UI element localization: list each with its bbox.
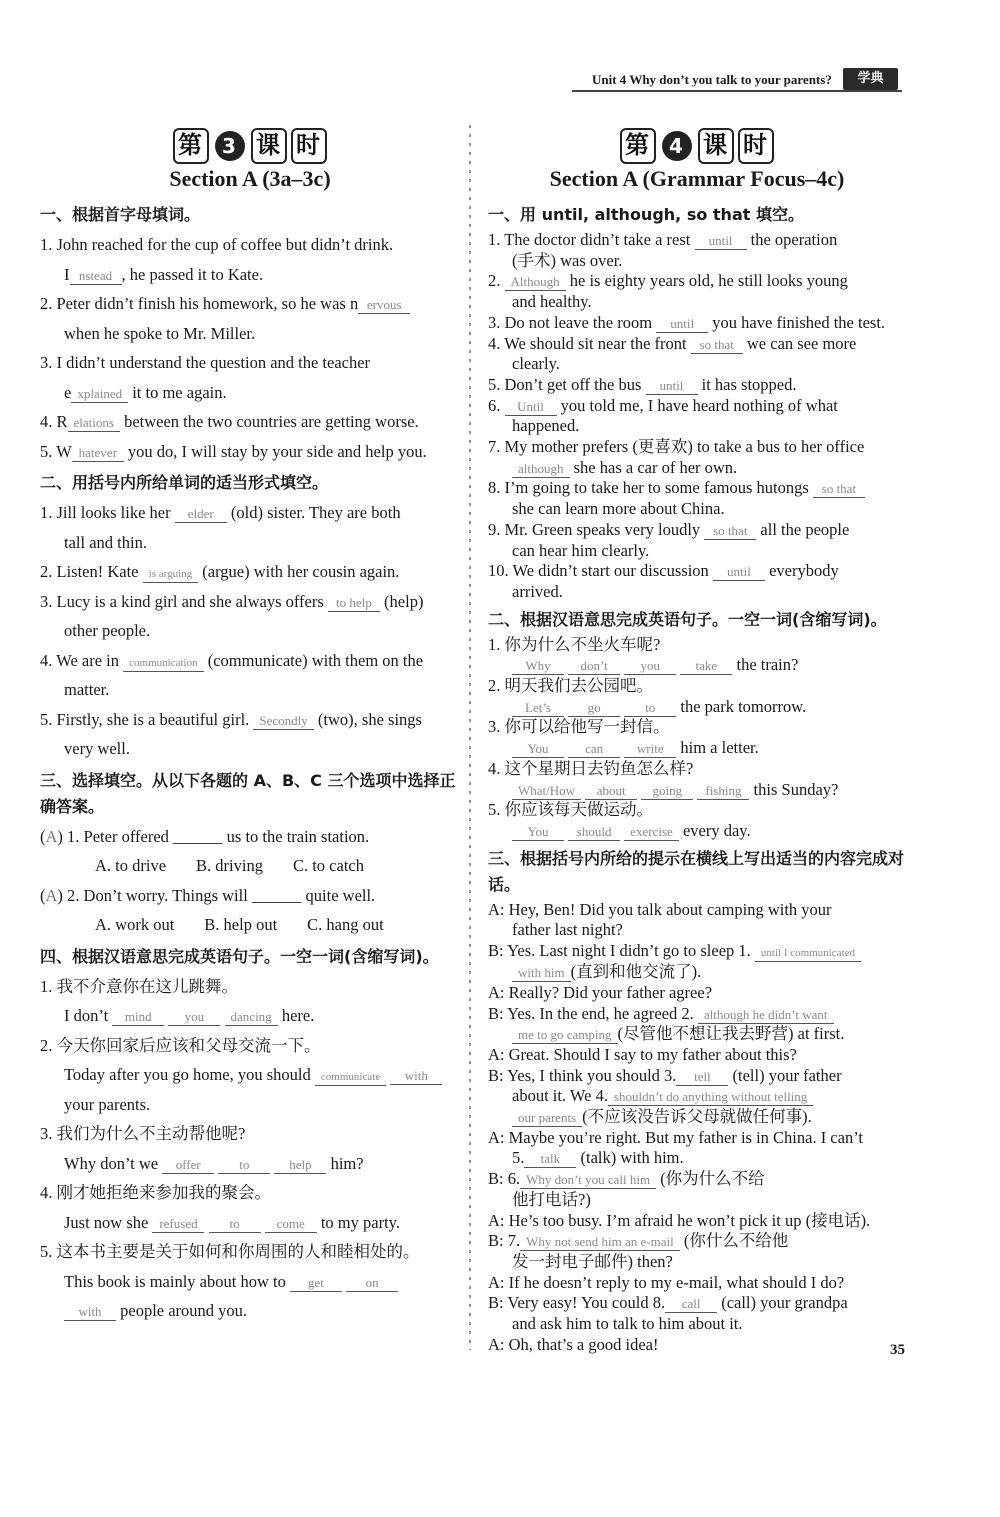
sentence-answer: Just now she refused to come to my party. xyxy=(64,1212,400,1232)
sentence-answer: I don’t mind you dancing here. xyxy=(64,1006,315,1025)
chinese-prompt: 1. 你为什么不坐火车呢? xyxy=(488,634,661,654)
sentence-answer: What/How about going fishing this Sunday? xyxy=(488,780,906,801)
chinese-prompt: 2. 今天你回家后应该和父母交流一下。 xyxy=(40,1035,321,1055)
part-heading: 一、根据首字母填词。 xyxy=(40,205,201,224)
question-item: 10. We didn’t start our discussion until everybody xyxy=(488,561,839,581)
question-item: 3. Do not leave the room until you have finished the test. xyxy=(488,312,886,332)
dialog-line: A: Great. Should I say to my father about this? xyxy=(488,1044,797,1064)
sentence-answer: Let’s go to the park tomorrow. xyxy=(488,697,906,718)
question-item: 8. I’m going to take her to some famous hutongs so that xyxy=(488,478,906,499)
question-item: 5. Don’t get off the bus until it has stopped. xyxy=(488,374,797,394)
answer: ervous xyxy=(358,297,410,314)
question-item-cont: very well. xyxy=(64,739,130,758)
dialog-line: 发一封电子邮件) then? xyxy=(512,1251,673,1271)
dialog-line: A: Oh, that’s a good idea! xyxy=(488,1334,659,1354)
dialog-line: A: He’s too busy. I’m afraid he won’t pick it up (接电话). xyxy=(488,1210,871,1230)
sentence-answer: This book is mainly about how to get on xyxy=(40,1267,460,1297)
question-item: 1. John reached for the cup of coffee but didn’t drink. xyxy=(40,235,394,254)
dialog-line: our parents (不应该没告诉父母就做任何事). xyxy=(488,1107,906,1128)
dialog-line: 5. talk (talk) with him. xyxy=(512,1148,684,1168)
lesson-char: 时 xyxy=(291,128,327,164)
chinese-prompt: 2. 明天我们去公园吧。 xyxy=(488,676,653,696)
question-item-cont: tall and thin. xyxy=(64,532,147,552)
question-item: 9. Mr. Green speaks very loudly so that all the people xyxy=(488,519,850,539)
right-column xyxy=(488,128,906,1355)
section-title-left: Section A (3a–3c) xyxy=(169,166,331,191)
question-item-cont: matter. xyxy=(64,680,110,699)
question-item-cont: when he spoke to Mr. Miller. xyxy=(64,323,256,343)
answer: elder xyxy=(175,506,227,523)
dialog-line: with him (直到和他交流了). xyxy=(488,962,906,983)
dialog-line: B: 6. Why don’t you call him (你为什么不给 xyxy=(488,1169,765,1189)
question-item-cont: I nstead , he passed it to Kate. xyxy=(64,264,264,284)
question-item: 5. W hatever you do, I will stay by your side and help you. xyxy=(40,441,427,461)
question-item: 4. We are in communication (communicate) with them on the xyxy=(40,650,424,670)
question-item: 6. Until you told me, I have heard nothing of what xyxy=(488,395,838,415)
sentence-answer-cont: your parents. xyxy=(64,1094,151,1114)
dialog-line: 他打电话?) xyxy=(512,1189,591,1209)
column-divider xyxy=(467,125,473,1350)
page-number: 35 xyxy=(890,1342,905,1358)
dialog-line: A: Hey, Ben! Did you talk about camping with your xyxy=(488,899,832,919)
part-heading: 四、根据汉语意思完成英语句子。一空一词(含缩写词)。 xyxy=(40,946,439,966)
chinese-prompt: 5. 你应该每天做运动。 xyxy=(488,800,653,820)
question-item-cont: clearly. xyxy=(512,354,560,374)
sentence-answer-cont: with people around you. xyxy=(40,1296,460,1326)
question-item: 7. My mother prefers (更喜欢) to take a bus to her office xyxy=(488,437,865,457)
part-heading: 三、选择填空。从以下各题的 A、B、C 三个选项中选择正确答案。 xyxy=(40,770,456,816)
lesson-prefix: 第 xyxy=(173,128,209,164)
part-heading: 三、根据括号内所给的提示在横线上写出适当的内容完成对话。 xyxy=(488,848,905,894)
answer: to help xyxy=(328,595,380,612)
answer: xplained xyxy=(71,386,128,403)
question-item-cont: although she has a car of her own. xyxy=(488,458,906,479)
lesson-prefix: 第 xyxy=(620,128,656,164)
question-item: 2. Although he is eighty years old, he still looks young xyxy=(488,271,848,291)
lesson-number: 4 xyxy=(662,131,692,161)
question-item-cont: arrived. xyxy=(512,581,563,601)
choice-answer: A xyxy=(45,826,58,846)
dialog-line: me to go camping (尽管他不想让我去野营) at first. xyxy=(488,1024,906,1045)
question-item-cont: e xplained it to me again. xyxy=(64,382,227,402)
question-item-cont: and healthy. xyxy=(512,292,592,312)
answer: hatever xyxy=(72,445,124,462)
chinese-prompt: 3. 我们为什么不主动帮他呢? xyxy=(40,1124,246,1143)
dialog-line: about it. We 4. shouldn’t do anything without telling xyxy=(488,1086,906,1107)
question-item: 1. The doctor didn’t take a rest until the operation xyxy=(488,230,838,249)
dialog-line: A: Really? Did your father agree? xyxy=(488,982,713,1002)
lesson-number: 3 xyxy=(215,131,245,161)
part-heading: 一、用 until, although, so that 填空。 xyxy=(488,205,804,224)
question-item: 2. Listen! Kate is arguing (argue) with her cousin again. xyxy=(40,562,400,581)
choice-question: (A) 2. Don’t worry. Things will ______ quite well. xyxy=(40,885,376,905)
chinese-prompt: 4. 这个星期日去钓鱼怎么样? xyxy=(488,758,694,778)
dialog-line: B: Very easy! You could 8. call (call) your grandpa xyxy=(488,1293,848,1313)
dialog-line: B: Yes, I think you should 3. tell (tell) your father xyxy=(488,1065,842,1085)
question-item: 1. Jill looks like her elder (old) sister. They are both xyxy=(40,503,401,522)
section-title-right: Section A (Grammar Focus–4c) xyxy=(549,166,845,191)
lesson-char: 课 xyxy=(698,128,734,164)
question-item: 2. Peter didn’t finish his homework, so he was n ervous xyxy=(40,289,460,319)
dialog-line: A: Maybe you’re right. But my father is in China. I can’t xyxy=(488,1127,863,1147)
lesson-badge-left xyxy=(40,128,460,164)
lesson-char: 课 xyxy=(251,128,287,164)
sentence-answer: You should exercise every day. xyxy=(488,821,906,842)
answer: communication xyxy=(123,655,203,672)
answer: Secondly xyxy=(253,713,313,730)
lesson-char: 时 xyxy=(738,128,774,164)
part-heading: 二、根据汉语意思完成英语句子。一空一词(含缩写词)。 xyxy=(488,609,887,629)
chinese-prompt: 1. 我不介意你在这儿跳舞。 xyxy=(40,976,238,996)
sentence-answer: Today after you go home, you should communicate with xyxy=(40,1060,460,1090)
question-item: 5. Firstly, she is a beautiful girl. Secondly (two), she sings xyxy=(40,709,422,729)
header-rule xyxy=(572,90,902,92)
choice-options: A. work out B. help out C. hang out xyxy=(95,915,384,934)
question-item: 3. Lucy is a kind girl and she always offers to help (help) xyxy=(40,591,424,611)
brand-logo: 学典 xyxy=(843,68,898,90)
part-heading: 二、用括号内所给单词的适当形式填空。 xyxy=(40,473,329,492)
dialog-line: and ask him to talk to him about it. xyxy=(512,1314,743,1334)
question-item: 4. R elations between the two countries are getting worse. xyxy=(40,412,419,431)
dialog-line: B: Yes. In the end, he agreed 2. although he didn’t want xyxy=(488,1004,906,1025)
question-item-cont: (手术) was over. xyxy=(512,250,623,270)
sentence-answer: Why don’t we offer to help him? xyxy=(64,1153,364,1173)
sentence-answer: You can write him a letter. xyxy=(488,738,906,759)
answer: elations xyxy=(68,415,120,432)
dialog-line: B: Yes. Last night I didn’t go to sleep 1. until I communicated xyxy=(488,941,906,962)
choice-options: A. to drive B. driving C. to catch xyxy=(95,856,364,875)
lesson-badge-right xyxy=(488,128,906,164)
dialog-line: A: If he doesn’t reply to my e-mail, what should I do? xyxy=(488,1272,845,1292)
dialog-line: B: 7. Why not send him an e-mail (你什么不给他 xyxy=(488,1231,789,1251)
chinese-prompt: 3. 你可以给他写一封信。 xyxy=(488,717,670,737)
left-column xyxy=(40,128,460,1326)
dialog-line: father last night? xyxy=(512,920,623,940)
chinese-prompt: 5. 这本书主要是关于如何和你周围的人和睦相处的。 xyxy=(40,1242,420,1261)
question-item-cont: other people. xyxy=(64,621,151,640)
chinese-prompt: 4. 刚才她拒绝来参加我的聚会。 xyxy=(40,1183,271,1202)
answer: is arguing xyxy=(143,566,199,583)
answer: nstead xyxy=(70,268,122,285)
sentence-answer: Why don’t you take the train? xyxy=(488,655,906,676)
choice-answer: A xyxy=(45,885,58,905)
question-item: 4. We should sit near the front so that we can see more xyxy=(488,333,857,353)
choice-question: (A) 1. Peter offered ______ us to the train station. xyxy=(40,826,370,846)
question-item-cont: can hear him clearly. xyxy=(512,540,650,560)
question-item-cont: she can learn more about China. xyxy=(512,499,725,519)
unit-title: Unit 4 Why don’t you talk to your parents? xyxy=(592,72,832,87)
question-item-cont: happened. xyxy=(512,416,580,436)
question-item: 3. I didn’t understand the question and the teacher xyxy=(40,353,371,372)
